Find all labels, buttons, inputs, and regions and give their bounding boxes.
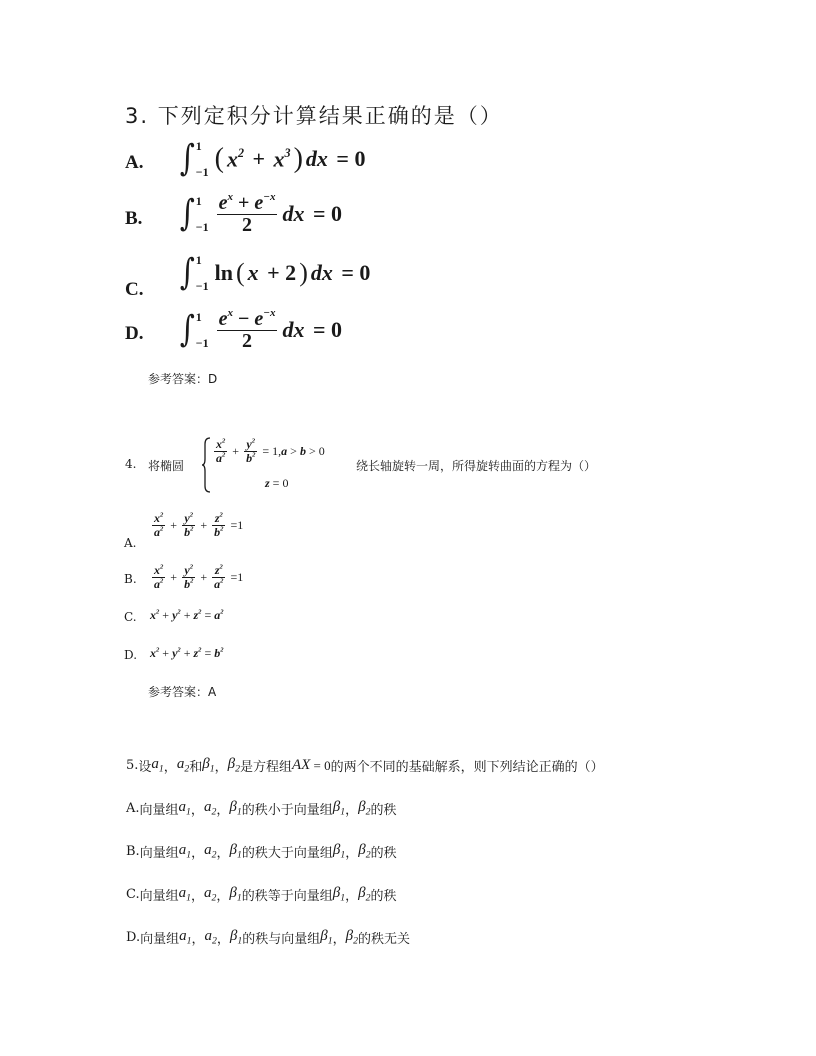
q4-option-b-formula: $\frac{x^2}{a^2}$ + $\frac{y^2}{b^2}$ + $\frac{z^2}{a^2}$ =1 <box>154 563 244 591</box>
q3-option-d-formula: ∫ 1 −1 $\frac{e^x - e^{-x}}{2}$ dx = 0 <box>179 307 343 352</box>
q5-option-c: C. 向量组 $a_1$ ， $a_2$ ， $\beta_1$ 的秩等于向量组 $\beta_1$ ， $\beta_2$ 的秩 <box>126 885 397 904</box>
q5-option-a: A. 向量组 $a_1$ ， $a_2$ ， $\beta_1$ 的秩小于向量组 $\beta_1$ ， $\beta_2$ 的秩 <box>126 799 397 818</box>
q5-option-b: B. 向量组 $a_1$ ， $a_2$ ， $\beta_1$ 的秩大于向量组 $\beta_1$ ， $\beta_2$ 的秩 <box>126 842 397 861</box>
q3-option-c-label: C. <box>125 279 144 300</box>
q3-option-b-formula: ∫ 1 −1 $\frac{e^x + e^{-x}}{2}$ dx = 0 <box>179 191 343 236</box>
q4-option-c-formula: $x^2 + y^2 + z^2 = a^2$ <box>150 608 224 622</box>
q4-option-b-label: B. <box>124 572 137 586</box>
q4-option-a-label: A. <box>124 536 137 550</box>
q4-number: 4. <box>125 457 137 471</box>
q4-stem-pre: 将椭圆 <box>148 459 185 473</box>
q4-option-a-formula: $\frac{x^2}{a^2}$ + $\frac{y^2}{b^2}$ + $\frac{z^2}{b^2}$ =1 <box>154 511 244 539</box>
q3-option-d-label: D. <box>125 323 144 344</box>
q3-option-a-label: A. <box>125 152 144 173</box>
q4-ellipse-eq2: z = 0 <box>265 476 289 490</box>
q4-option-d-label: D. <box>124 648 138 662</box>
q3-answer: 参考答案：D <box>148 372 218 386</box>
q4-option-d-formula: $x^2 + y^2 + z^2 = b^2$ <box>150 646 224 660</box>
q5-option-d: D. 向量组 $a_1$ ， $a_2$ ， $\beta_1$ 的秩与向量组 $\beta_1$ ， $\beta_2$ 的秩无关 <box>126 928 411 947</box>
q3-option-b-label: B. <box>125 208 143 229</box>
q3-option-c-formula: ∫ 1 −1 ln ( x + 2 ) dx = 0 <box>179 252 371 293</box>
q4-answer: 参考答案：A <box>148 685 217 699</box>
q4-stem-post: 绕长轴旋转一周，所得旋转曲面的方程为（） <box>356 459 597 473</box>
left-brace-icon <box>201 437 211 493</box>
q5-stem: 5. 设 $a_1$ ， $a_2$ 和 $\beta_1$ ， $\beta_2$ 是方程组 AX = 0 的两个不同的基础解系，则下列结论正确的（） <box>126 756 604 775</box>
q3-stem: 3. 下列定积分计算结果正确的是（） <box>125 104 503 128</box>
q3-option-a-formula: ∫ 1 −1 ( $x^2$ + $x^3$ ) dx = 0 <box>179 138 366 179</box>
q4-option-c-label: C. <box>124 610 137 624</box>
q4-ellipse-eq1: $\frac{x^2}{a^2}$ + $\frac{y^2}{b^2}$ = 1, a > b > 0 <box>216 437 325 465</box>
